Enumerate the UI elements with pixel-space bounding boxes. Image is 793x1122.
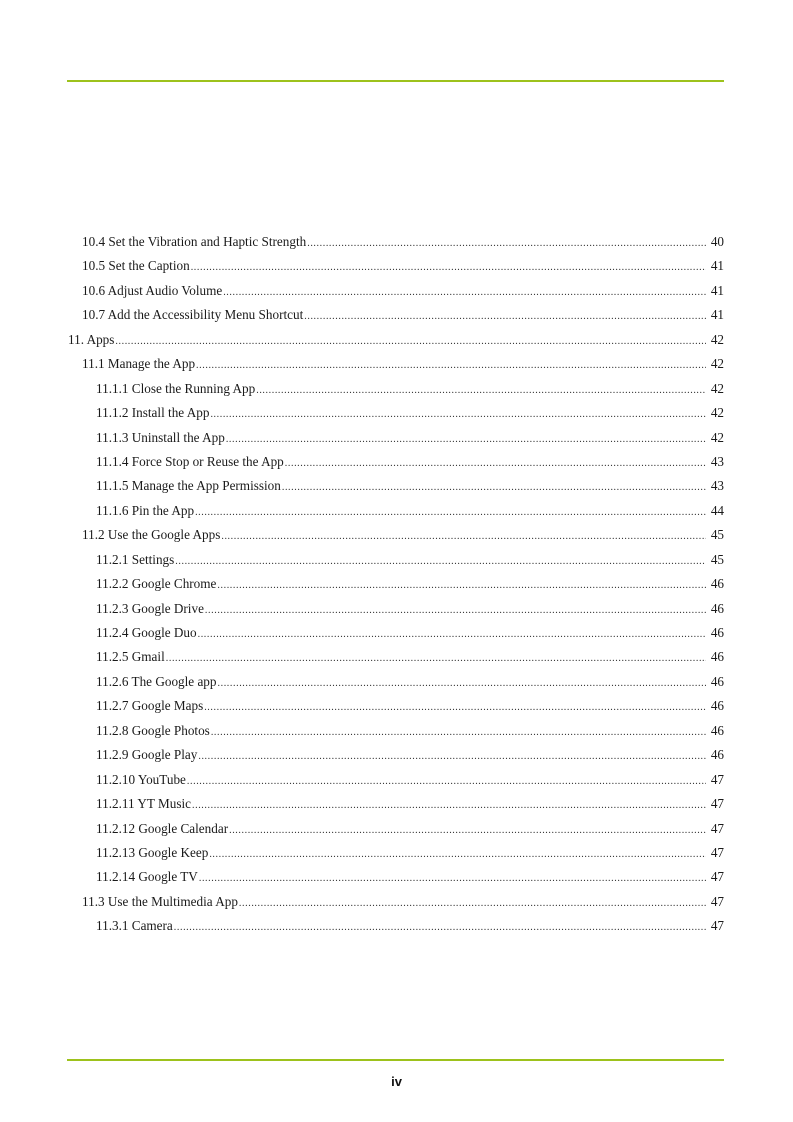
toc-entry[interactable] (67, 574, 724, 598)
toc-dot-leader (217, 576, 706, 596)
toc-entry-page: 46 (710, 649, 724, 665)
toc-entry-page: 42 (710, 429, 724, 445)
toc-entry-page: 46 (710, 747, 724, 763)
toc-dot-leader (174, 918, 706, 938)
toc-entry[interactable] (67, 647, 724, 671)
toc-entry-title: 11.2.3 Google Drive (96, 600, 204, 616)
toc-entry-title: 11.1.1 Close the Running App (96, 380, 256, 396)
toc-dot-leader (195, 503, 706, 523)
toc-entry-page: 42 (710, 380, 724, 396)
toc-entry-page: 47 (710, 771, 724, 787)
toc-entry[interactable] (67, 476, 724, 500)
toc-entry-title: 10.7 Add the Accessibility Menu Shortcut (82, 307, 304, 323)
toc-dot-leader (223, 283, 706, 303)
toc-dot-leader (307, 234, 706, 254)
toc-entry[interactable] (67, 599, 724, 623)
toc-entry[interactable] (67, 623, 724, 647)
toc-entry[interactable] (67, 403, 724, 427)
toc-dot-leader (229, 821, 706, 841)
toc-entry-page: 41 (710, 282, 724, 298)
toc-entry-page: 42 (710, 331, 724, 347)
toc-entry[interactable] (67, 794, 724, 818)
toc-entry-title: 11.2.9 Google Play (96, 747, 198, 763)
toc-entry-page: 46 (710, 673, 724, 689)
toc-dot-leader (256, 381, 706, 401)
toc-entry-title: 10.6 Adjust Audio Volume (82, 282, 223, 298)
toc-dot-leader (239, 894, 706, 914)
toc-entry[interactable] (67, 892, 724, 916)
toc-entry[interactable] (67, 501, 724, 525)
toc-dot-leader (205, 601, 706, 621)
toc-dot-leader (192, 796, 706, 816)
toc-entry-page: 46 (710, 576, 724, 592)
toc-dot-leader (218, 674, 707, 694)
toc-entry-page: 44 (710, 502, 724, 518)
toc-entry-title: 11.2.8 Google Photos (96, 722, 210, 738)
toc-entry-page: 42 (710, 356, 724, 372)
toc-entry[interactable] (67, 330, 724, 354)
toc-dot-leader (211, 723, 706, 743)
toc-entry[interactable] (67, 770, 724, 794)
toc-entry[interactable] (67, 354, 724, 378)
toc-entry-title: 11.2.11 YT Music (96, 796, 191, 812)
toc-dot-leader (204, 698, 706, 718)
toc-entry-title: 11.2.1 Settings (96, 551, 175, 567)
toc-entry-page: 41 (710, 307, 724, 323)
toc-dot-leader (187, 772, 706, 792)
toc-entry-page: 43 (710, 478, 724, 494)
toc-entry-page: 47 (710, 869, 724, 885)
toc-entry-page: 46 (710, 722, 724, 738)
table-of-contents (67, 232, 724, 941)
toc-entry-page: 42 (710, 405, 724, 421)
toc-entry-title: 11.2.10 YouTube (96, 771, 186, 787)
toc-entry-page: 47 (710, 796, 724, 812)
toc-entry[interactable] (67, 721, 724, 745)
toc-entry-title: 11.1.3 Uninstall the App (96, 429, 225, 445)
toc-entry[interactable] (67, 232, 724, 256)
toc-dot-leader (166, 649, 706, 669)
toc-entry-title: 11.1 Manage the App (82, 356, 196, 372)
toc-entry-title: 11.2.12 Google Calendar (96, 820, 229, 836)
toc-entry-title: 11.1.2 Install the App (96, 405, 210, 421)
toc-dot-leader (221, 527, 706, 547)
toc-entry-title: 11.1.6 Pin the App (96, 502, 195, 518)
header-rule (67, 80, 724, 82)
toc-entry-page: 45 (710, 551, 724, 567)
toc-entry[interactable] (67, 256, 724, 280)
toc-entry-title: 11.2.7 Google Maps (96, 698, 204, 714)
toc-dot-leader (282, 478, 706, 498)
toc-entry-page: 46 (710, 625, 724, 640)
toc-entry-page: 47 (710, 893, 724, 909)
toc-dot-leader (209, 845, 706, 865)
toc-entry-title: 11.1.4 Force Stop or Reuse the App (96, 453, 284, 469)
page-number: iv (391, 1074, 402, 1089)
toc-entry-title: 11.1.5 Manage the App Permission (96, 478, 281, 494)
toc-entry[interactable] (67, 819, 724, 843)
toc-entry[interactable] (67, 550, 724, 574)
toc-entry[interactable] (67, 672, 724, 696)
footer-rule (67, 1059, 724, 1061)
toc-dot-leader (198, 625, 706, 645)
toc-dot-leader (210, 405, 706, 425)
toc-dot-leader (199, 869, 706, 889)
toc-dot-leader (285, 454, 706, 474)
toc-dot-leader (196, 356, 706, 376)
toc-entry-title: 11.2.2 Google Chrome (96, 576, 217, 592)
toc-entry-page: 41 (710, 258, 724, 274)
toc-entry-title: 10.5 Set the Caption (82, 258, 190, 274)
toc-dot-leader (191, 258, 706, 278)
toc-entry-page: 46 (710, 698, 724, 714)
toc-entry[interactable] (67, 379, 724, 403)
toc-entry[interactable] (67, 867, 724, 891)
toc-entry[interactable] (67, 916, 724, 940)
toc-dot-leader (198, 747, 706, 767)
toc-entry[interactable] (67, 696, 724, 720)
toc-entry-page: 40 (710, 234, 724, 249)
toc-entry[interactable] (67, 305, 724, 329)
toc-dot-leader (304, 307, 706, 327)
toc-entry-title: 11.3.1 Camera (96, 918, 173, 934)
toc-entry-page: 45 (710, 527, 724, 543)
toc-entry-page: 46 (710, 600, 724, 616)
toc-entry-title: 11. Apps (68, 331, 115, 347)
toc-entry-title: 11.2.6 The Google app (96, 673, 217, 689)
toc-entry-title: 10.4 Set the Vibration and Haptic Strength (82, 234, 307, 249)
toc-entry[interactable] (67, 843, 724, 867)
toc-entry-title: 11.2.13 Google Keep (96, 844, 209, 860)
toc-entry-title: 11.3 Use the Multimedia App (82, 893, 238, 909)
toc-entry[interactable] (67, 281, 724, 305)
toc-entry-title: 11.2 Use the Google Apps (82, 527, 221, 543)
toc-entry-title: 11.2.14 Google TV (96, 869, 198, 885)
toc-entry[interactable] (67, 525, 724, 549)
toc-entry-page: 47 (710, 820, 724, 836)
toc-entry[interactable] (67, 452, 724, 476)
toc-entry-page: 47 (710, 918, 724, 934)
toc-dot-leader (226, 430, 706, 450)
toc-entry[interactable] (67, 428, 724, 452)
toc-dot-leader (115, 332, 706, 352)
toc-entry-page: 43 (710, 453, 724, 469)
toc-entry[interactable] (67, 745, 724, 769)
toc-entry-page: 47 (710, 844, 724, 860)
toc-entry-title: 11.2.5 Gmail (96, 649, 165, 665)
toc-dot-leader (175, 552, 706, 572)
toc-entry-title: 11.2.4 Google Duo (96, 625, 197, 640)
